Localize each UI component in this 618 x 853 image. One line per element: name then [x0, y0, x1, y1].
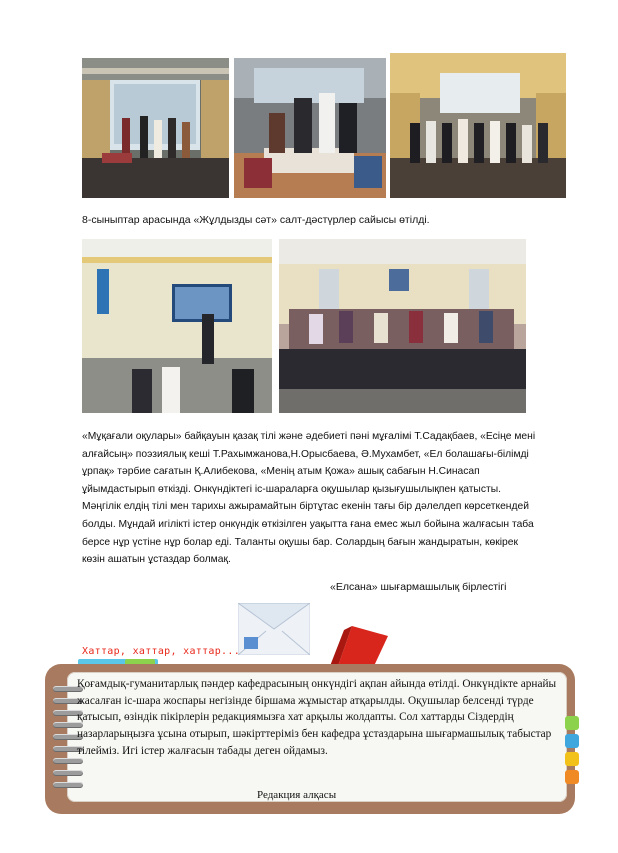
tab-yellow [565, 752, 579, 766]
letters-label: Хаттар, хаттар, хаттар... [82, 646, 241, 657]
notebook-text: Қоғамдық-гуманитарлық пәндер кафедрасының онкүндігі ақпан айында өтілді. Онкүндікте арнайы жасалған іс-шара жоспары негізінде біршама жұмыстар атқарылды. Оқушылар белсенді түрде қатысып, өзіндік пікірлерін редакциямызға хат арқылы жолдапты. Сол хаттарды Сіздердің назарларыңызға ұсына отырып, шәкірттеріміз бен кафедра ұстаздарына шығармашылық табыстар тілейміз. Игі істер жалғасын табады деген ойдамыз. [77, 678, 557, 757]
notebook-panel [45, 664, 575, 814]
tab-green [565, 716, 579, 730]
photo-large-group [279, 239, 526, 413]
notebook-signature: Редакция алқасы [257, 789, 337, 801]
signature: «Елсана» шығармашылық бірлестігі [330, 581, 507, 593]
photo-table-scene [234, 58, 386, 198]
article-paragraph: «Мұқағали оқулары» байқауын қазақ тілі және әдебиеті пәні мұғалімі Т.Садақбаев, «Есіңе мені алғайсың» поэзиялық кеші Т.Рахымжанова,Н.Орысбаева, Ә.Мухамбет, «Ел болашағы-білімді ұрпақ» тәрбие сағатын Қ.Алибекова, «Менің атым Қожа» ашық сабағын Н.Синасап ұйымдастырып өткізді. Онкүндіктегі іс-шараларға оқушылар қызығушылықпен қатысты. Мәңгілік елдің тілі мен тарихы ажырамайтын біртұтас екенін тағы бір дәлелдеп көрсеткендей болды. Мұндай игілікті істер онкүндік өткізілген уақытта ғана емес жыл бойына жалғасын таба берсе нұр үстіне нұр болар еді. Таланты оқушы бар. Солардың бағын жандыратын, көкірек көзін ашатын ұстаздар болмақ. [82, 431, 536, 566]
tab-orange [565, 770, 579, 784]
photo-group-on-stage [390, 53, 566, 198]
spiral-ring [53, 782, 83, 788]
caption-top: 8-сыныптар арасында «Жұлдызды сәт» салт-дәстүрлер сайысы өтілді. [82, 214, 430, 226]
spiral-ring [53, 770, 83, 776]
tab-blue [565, 734, 579, 748]
red-book-icon [330, 626, 388, 666]
photo-stage-performance [82, 58, 229, 198]
photo-presentation [82, 239, 272, 413]
envelope-icon [238, 603, 310, 655]
